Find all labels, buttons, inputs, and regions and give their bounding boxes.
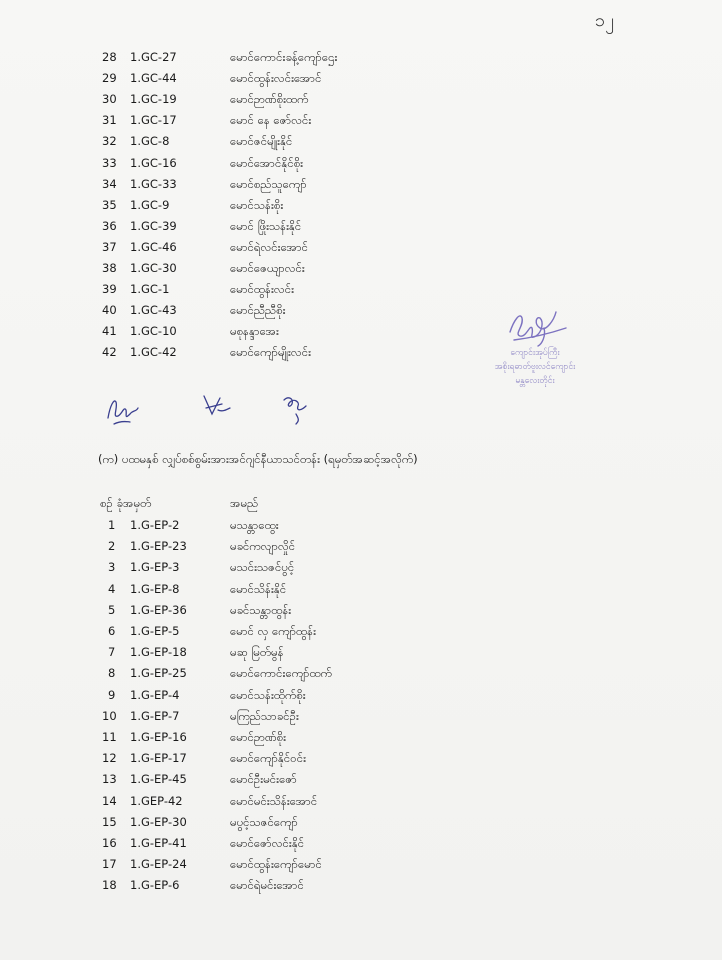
student-name: မခင်သန္တာထွန်း bbox=[230, 602, 292, 617]
student-name: မောင်ကျော်မျိုးလင်း bbox=[230, 345, 312, 360]
stamp-line-3: မန္တလေးတိုင်း bbox=[515, 376, 555, 386]
roll-id: 1.G-EP-8 bbox=[130, 581, 180, 596]
row-number: 15 bbox=[102, 814, 117, 829]
student-name: မောင် ဖြိုးသန်းနိုင် bbox=[230, 218, 302, 233]
roll-id: 1.G-EP-41 bbox=[130, 836, 187, 850]
row-number: 13 bbox=[102, 772, 117, 787]
row-number: 4 bbox=[108, 581, 116, 596]
roll-id: 1.GC-10 bbox=[130, 324, 177, 339]
roll-id: 1.GC-42 bbox=[130, 345, 177, 360]
stamp-line-1: ကျောင်းအုပ်ကြီး bbox=[510, 348, 560, 358]
student-name: မောင်ဉာဏ်စိုး bbox=[230, 730, 287, 744]
roll-id: 1.G-EP-25 bbox=[130, 666, 187, 681]
student-name: မောင်ဇော်လင်းနိုင် bbox=[230, 836, 305, 850]
roll-id: 1.GC-27 bbox=[130, 50, 177, 64]
roll-id: 1.GC-1 bbox=[130, 282, 170, 297]
row-number: 11 bbox=[102, 730, 117, 744]
student-name: မောင်သန်းစိုး bbox=[230, 197, 284, 212]
student-name: မောင်ရဲမင်းအောင် bbox=[230, 878, 304, 893]
row-number: 16 bbox=[102, 836, 117, 850]
row-number: 2 bbox=[108, 539, 116, 554]
row-number: 32 bbox=[102, 134, 117, 149]
row-number: 5 bbox=[108, 602, 116, 617]
student-name: မောင်ဦးမင်းဇော် bbox=[230, 772, 297, 787]
column-header-name: အမည် bbox=[230, 496, 259, 510]
row-number: 30 bbox=[102, 92, 117, 107]
row-number: 41 bbox=[102, 324, 117, 339]
roll-id: 1.G-EP-3 bbox=[130, 560, 180, 575]
student-name: မောင်မင်းသိန်းအောင် bbox=[230, 793, 318, 808]
row-number: 3 bbox=[108, 560, 116, 575]
roll-id: 1.GC-43 bbox=[130, 303, 177, 318]
roll-id: 1.G-EP-45 bbox=[130, 772, 187, 787]
roll-id: 1.GEP-42 bbox=[130, 793, 183, 808]
row-number: 14 bbox=[102, 793, 117, 808]
student-name: မကြည်သာခင်ဦး bbox=[230, 708, 299, 723]
roll-id: 1.GC-44 bbox=[130, 71, 177, 86]
roll-id: 1.G-EP-24 bbox=[130, 857, 187, 872]
roll-id: 1.GC-19 bbox=[130, 92, 177, 107]
stamp-line-2: အစိုးရဓာတ်ဗူးလင်ကျောင်း bbox=[494, 362, 576, 372]
row-number: 28 bbox=[102, 50, 117, 64]
roll-id: 1.GC-46 bbox=[130, 239, 177, 254]
row-number: 29 bbox=[102, 71, 117, 86]
roll-id: 1.G-EP-16 bbox=[130, 730, 187, 744]
row-number: 7 bbox=[108, 645, 116, 660]
roll-id: 1.GC-16 bbox=[130, 155, 177, 170]
roll-id: 1.GC-8 bbox=[130, 134, 170, 149]
roll-id: 1.G-EP-6 bbox=[130, 878, 180, 893]
section-title: (က) ပထမနှစ် လျှပ်စစ်စွမ်းအားအင်ဂျင်နီယာသင်တန်း (ရမှတ်အဆင့်အလိုက်) bbox=[98, 452, 418, 466]
student-name: မောင် လှ ကျော်ထွန်း bbox=[230, 624, 317, 638]
student-name: မောင်ထွန်းကျော်မောင် bbox=[230, 857, 322, 872]
roll-id: 1.GC-33 bbox=[130, 176, 177, 191]
student-name: မောင်ထွန်းလင်းအောင် bbox=[230, 71, 322, 86]
row-number: 6 bbox=[108, 624, 116, 638]
student-name: မစုနန္ဒာအေး bbox=[230, 324, 279, 339]
row-number: 17 bbox=[102, 857, 117, 872]
row-number: 31 bbox=[102, 113, 117, 128]
roll-id: 1.GC-9 bbox=[130, 197, 170, 212]
student-name: မောင်စည်သူကျော် bbox=[230, 176, 307, 191]
student-name: မောင်ရဲလင်းအောင် bbox=[230, 239, 309, 254]
student-name: မောင်ဉာဏ်စိုးထက် bbox=[230, 92, 309, 107]
student-name: မောင်သိန်းနိုင် bbox=[230, 581, 287, 596]
row-number: 12 bbox=[102, 751, 117, 766]
row-number: 37 bbox=[102, 239, 117, 254]
roll-id: 1.GC-17 bbox=[130, 113, 177, 128]
row-number: 10 bbox=[102, 708, 117, 723]
student-name: မောင်ညီညီစိုး bbox=[230, 303, 286, 318]
roll-id: 1.G-EP-36 bbox=[130, 602, 187, 617]
student-name: မောင်ကောင်းကျော်ထက် bbox=[230, 666, 332, 681]
roll-id: 1.G-EP-23 bbox=[130, 539, 187, 554]
student-name: မသင်းသဇင်ပွင့် bbox=[230, 560, 295, 575]
student-name: မောင်သန်းထိုက်စိုး bbox=[230, 687, 306, 702]
student-name: မောင်ထွန်းလင်း bbox=[230, 282, 294, 297]
signatures bbox=[100, 388, 330, 432]
roll-id: 1.G-EP-17 bbox=[130, 751, 187, 766]
row-number: 35 bbox=[102, 197, 117, 212]
row-number: 33 bbox=[102, 155, 117, 170]
page-number: ၁၂ bbox=[595, 10, 614, 31]
student-name: မောင် နေ ဇော်လင်း bbox=[230, 113, 312, 128]
row-number: 1 bbox=[108, 518, 116, 532]
roll-id: 1.G-EP-4 bbox=[130, 687, 180, 702]
roll-id: 1.GC-39 bbox=[130, 218, 177, 233]
row-number: 9 bbox=[108, 687, 116, 702]
student-name: မောင်အောင်နိုင်စိုး bbox=[230, 155, 304, 170]
row-number: 34 bbox=[102, 176, 117, 191]
student-name: မခင်ကလျာလှိုင် bbox=[230, 539, 296, 554]
student-name: မောင်ဇေယျာလင်း bbox=[230, 261, 305, 275]
roll-id: 1.G-EP-5 bbox=[130, 624, 180, 638]
roll-id: 1.GC-30 bbox=[130, 261, 177, 275]
student-name: မောင်ကျော်နိုင်ဝင်း bbox=[230, 751, 307, 766]
student-name: မပွင့်သဇင်ကျော် bbox=[230, 814, 298, 829]
row-number: 42 bbox=[102, 345, 117, 360]
row-number: 36 bbox=[102, 218, 117, 233]
row-number: 18 bbox=[102, 878, 117, 893]
roll-id: 1.G-EP-2 bbox=[130, 518, 180, 532]
student-name: မောင်ကောင်းခန့်ကျော်ဌေး bbox=[230, 50, 338, 64]
roll-id: 1.G-EP-7 bbox=[130, 708, 180, 723]
row-number: 39 bbox=[102, 282, 117, 297]
roll-id: 1.G-EP-30 bbox=[130, 814, 187, 829]
column-header-no-id: စဉ် ခုံအမှတ် bbox=[100, 496, 152, 510]
roll-id: 1.G-EP-18 bbox=[130, 645, 187, 660]
row-number: 8 bbox=[108, 666, 116, 681]
student-name: မောင်ဇင်မျိုးနိုင် bbox=[230, 134, 293, 149]
row-number: 38 bbox=[102, 261, 117, 275]
student-name: မသန္တာထွေး bbox=[230, 518, 279, 532]
student-name: မဆု မြတ်မွန် bbox=[230, 645, 284, 660]
row-number: 40 bbox=[102, 303, 117, 318]
